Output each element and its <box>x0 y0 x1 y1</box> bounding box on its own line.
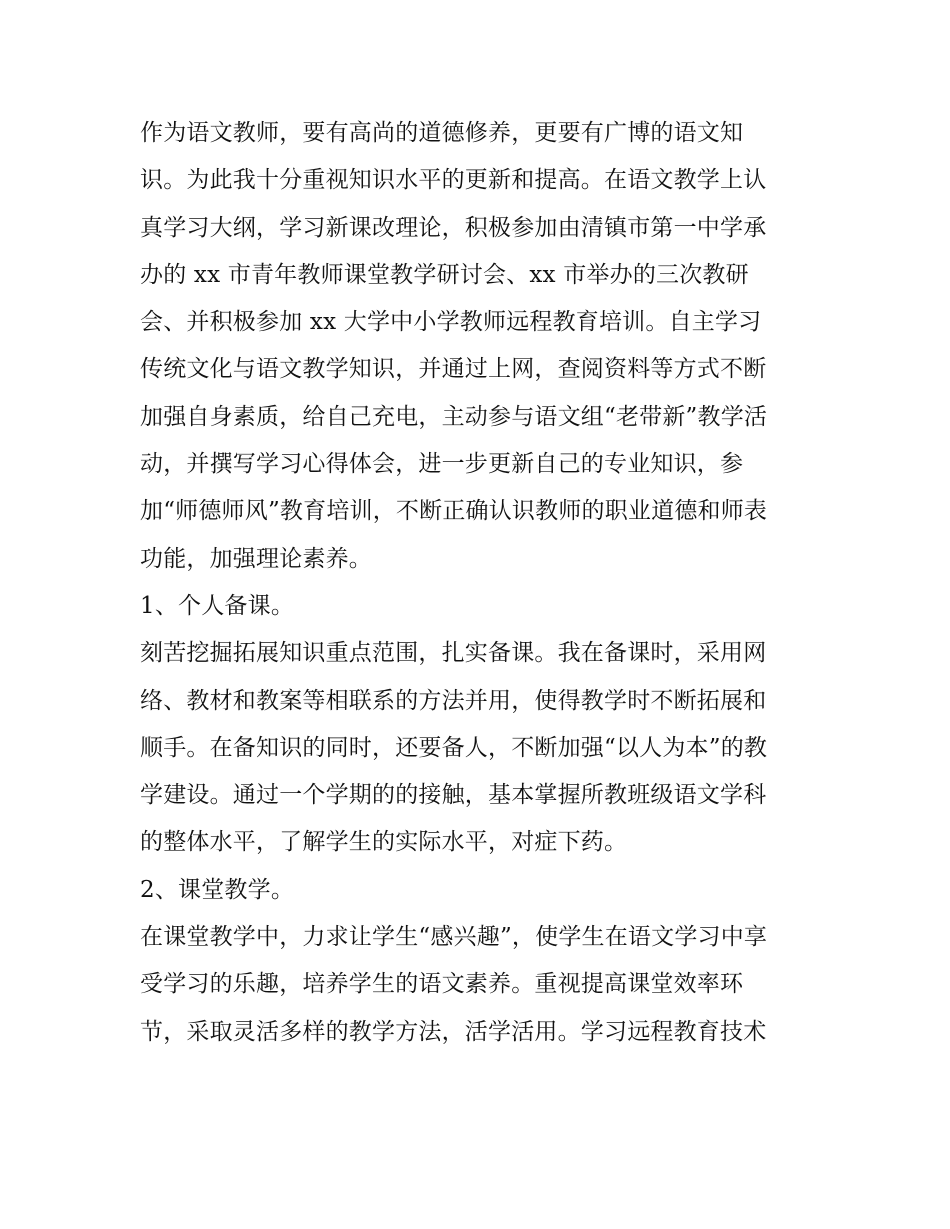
text-line: 加“师德师风”教育培训，不断正确认识教师的职业道德和师表 <box>140 498 768 525</box>
text-line: 加强自身素质，给自己充电，主动参与语文组“老带新”教学活 <box>140 403 768 430</box>
text-line: 学建设。通过一个学期的的接触，基本掌握所教班级语文学科 <box>140 782 767 809</box>
text-line: 的整体水平，了解学生的实际水平，对症下药。 <box>140 829 628 856</box>
text-line: 刻苦挖掘拓展知识重点范围，扎实备课。我在备课时，采用网 <box>140 640 767 667</box>
text-line: 会、并积极参加 xx 大学中小学教师远程教育培训。自主学习 <box>140 309 762 336</box>
text-line: 动，并撰写学习心得体会，进一步更新自己的专业知识，参 <box>140 451 744 478</box>
text-line: 识。为此我十分重视知识水平的更新和提高。在语文教学上认 <box>140 167 767 194</box>
text-line: 作为语文教师，要有高尚的道德修养，更要有广博的语文知 <box>140 120 744 146</box>
text-line: 节，采取灵活多样的教学方法，活学活用。学习远程教育技术 <box>140 1018 767 1045</box>
text-line: 在课堂教学中，力求让学生“感兴趣”，使学生在语文学习中享 <box>140 924 768 951</box>
section-heading: 2、课堂教学。 <box>140 876 295 903</box>
text-line: 真学习大纲，学习新课改理论，积极参加由清镇市第一中学承 <box>140 214 767 241</box>
text-line: 办的 xx 市青年教师课堂教学研讨会、xx 市举办的三次教研 <box>140 261 749 288</box>
text-line: 络、教材和教案等相联系的方法并用，使得教学时不断拓展和 <box>140 687 767 714</box>
text-line: 功能，加强理论素养。 <box>140 545 372 572</box>
text-line: 受学习的乐趣，培养学生的语文素养。重视提高课堂效率环 <box>140 971 744 998</box>
text-line: 顺手。在备知识的同时，还要备人，不断加强“以人为本”的教 <box>140 734 768 761</box>
text-line: 传统文化与语文教学知识，并通过上网，查阅资料等方式不断 <box>140 356 767 383</box>
document-body <box>140 110 820 1056</box>
section-heading: 1、个人备课。 <box>140 592 295 619</box>
